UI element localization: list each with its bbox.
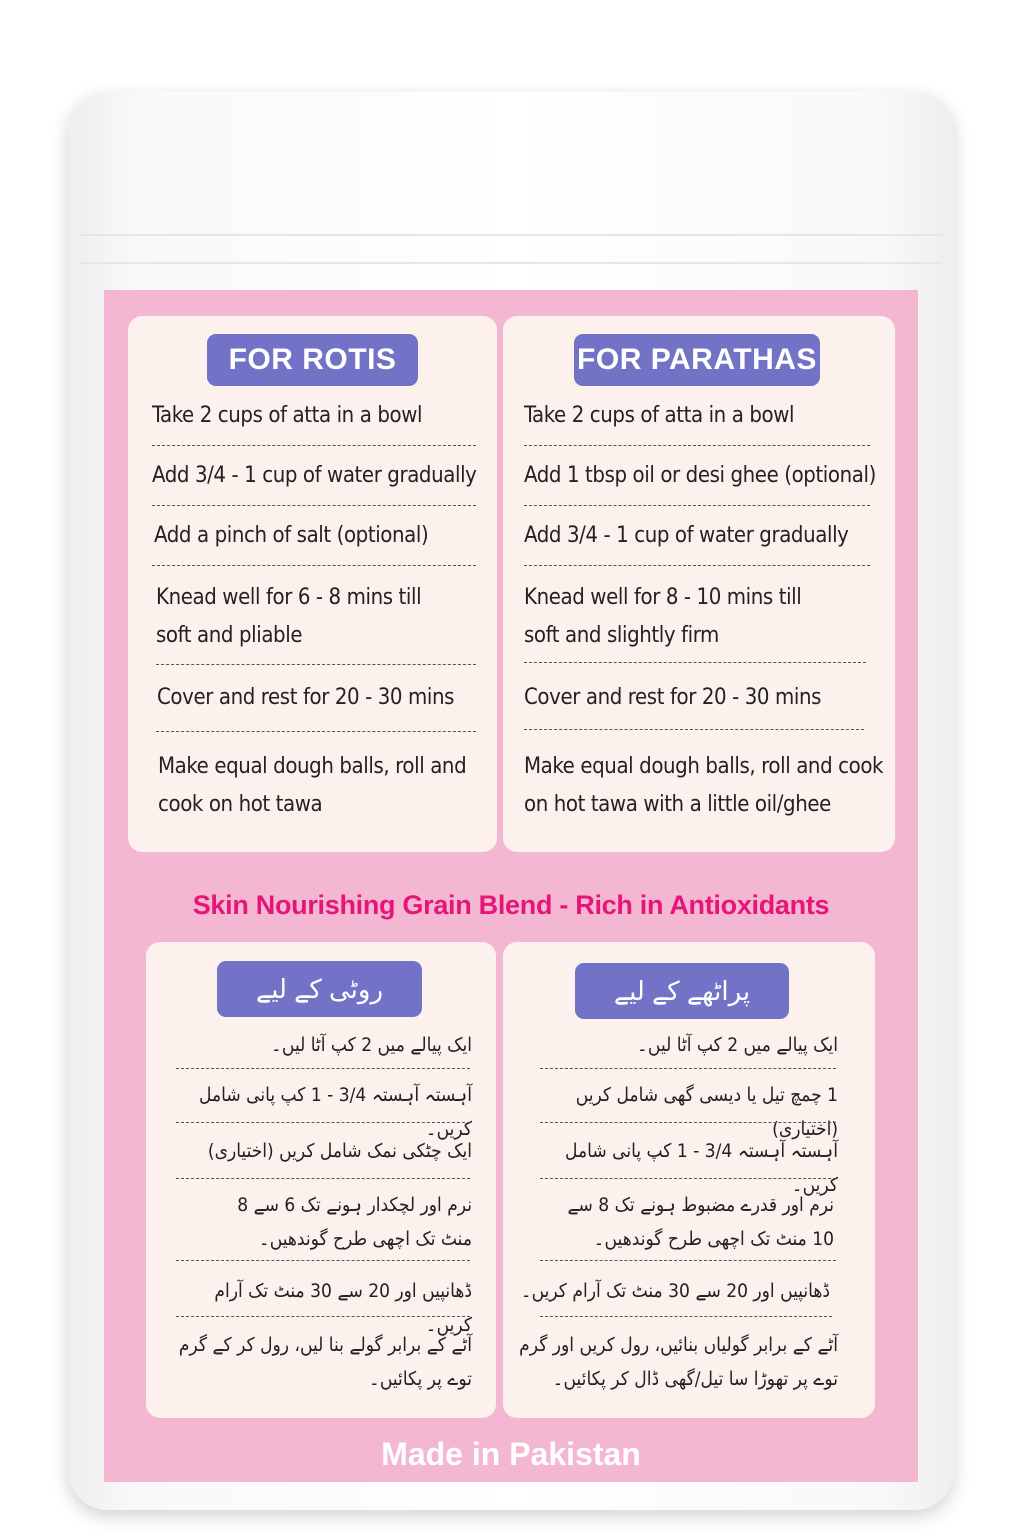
urdu-parathas-step-4: نرم اور قدرے مضبوط ہونے تک 8 سے 10 منٹ تک اچھی طرح گوندھیں۔ [567,1194,834,1250]
rotis-step-4: Knead well for 6 - 8 mins till soft and pliable [156,585,422,648]
divider [156,664,476,665]
urdu-rotis-title: روٹی کے لیے [217,961,422,1017]
seal-line [80,234,942,236]
divider [152,505,476,506]
divider [540,1178,836,1179]
parathas-step-1: Take 2 cups of atta in a bowl [524,403,795,428]
urdu-rotis-step-3: ایک چٹکی نمک شامل کریں (اختیاری) [207,1140,472,1162]
divider [540,1316,832,1317]
urdu-parathas-step-5: ڈھانپیں اور 20 سے 30 منٹ تک آرام کریں۔ [520,1280,830,1302]
urdu-rotis-step-6: آٹے کے برابر گولے بنا لیں، رول کر کے گرم توے پر پکائیں۔ [178,1334,472,1390]
rotis-step-6: Make equal dough balls, roll and cook on hot tawa [158,754,467,817]
urdu-rotis-step-4: نرم اور لچکدار ہونے تک 6 سے 8 منٹ تک اچھی طرح گوندھیں۔ [237,1194,472,1250]
parathas-step-3: Add 3/4 - 1 cup of water gradually [524,523,849,548]
divider [540,1260,836,1261]
divider [176,1122,470,1123]
parathas-step-5: Cover and rest for 20 - 30 mins [524,685,822,710]
divider [524,445,870,446]
urdu-parathas-step-3: آہستہ آہستہ 3/4 - 1 کپ پانی شامل کریں۔ [565,1140,838,1196]
divider [176,1068,470,1069]
urdu-parathas-step-2: 1 چمچ تیل یا دیسی گھی شامل کریں (اختیاری) [575,1084,838,1140]
rotis-title: FOR ROTIS [207,334,418,386]
urdu-parathas-step-6: آٹے کے برابر گولیاں بنائیں، رول کریں اور گرم توے پر تھوڑا سا تیل/گھی ڈال کر پکائیں۔ [519,1334,838,1390]
divider [152,445,476,446]
urdu-rotis-step-1: ایک پیالے میں 2 کپ آٹا لیں۔ [270,1034,472,1056]
urdu-parathas-step-1: ایک پیالے میں 2 کپ آٹا لیں۔ [636,1034,838,1056]
urdu-rotis-step-5: ڈھانپیں اور 20 سے 30 منٹ تک آرام کریں۔ [214,1280,472,1336]
rotis-step-1: Take 2 cups of atta in a bowl [152,403,423,428]
divider [524,662,866,663]
divider [524,565,870,566]
seal-line [80,262,942,264]
urdu-parathas-title: پراٹھے کے لیے [575,963,789,1019]
divider [524,505,870,506]
urdu-rotis-step-2: آہستہ آہستہ 3/4 - 1 کپ پانی شامل کریں۔ [199,1084,472,1140]
divider [176,1260,470,1261]
made-in-label: Made in Pakistan [381,1436,641,1472]
divider [156,731,476,732]
divider [524,729,864,730]
rotis-step-3: Add a pinch of salt (optional) [154,523,429,548]
parathas-step-4: Knead well for 8 - 10 mins till soft and slightly firm [524,585,802,648]
rotis-step-2: Add 3/4 - 1 cup of water gradually [152,463,477,488]
tagline: Skin Nourishing Grain Blend - Rich in Antioxidants [192,890,830,920]
parathas-title: FOR PARATHAS [574,334,820,386]
divider [540,1068,836,1069]
divider [152,565,476,566]
parathas-step-6: Make equal dough balls, roll and cook on hot tawa with a little oil/ghee [524,754,884,817]
divider [176,1178,470,1179]
parathas-step-2: Add 1 tbsp oil or desi ghee (optional) [524,463,876,488]
divider [176,1316,470,1317]
rotis-step-5: Cover and rest for 20 - 30 mins [157,685,455,710]
divider [540,1122,836,1123]
